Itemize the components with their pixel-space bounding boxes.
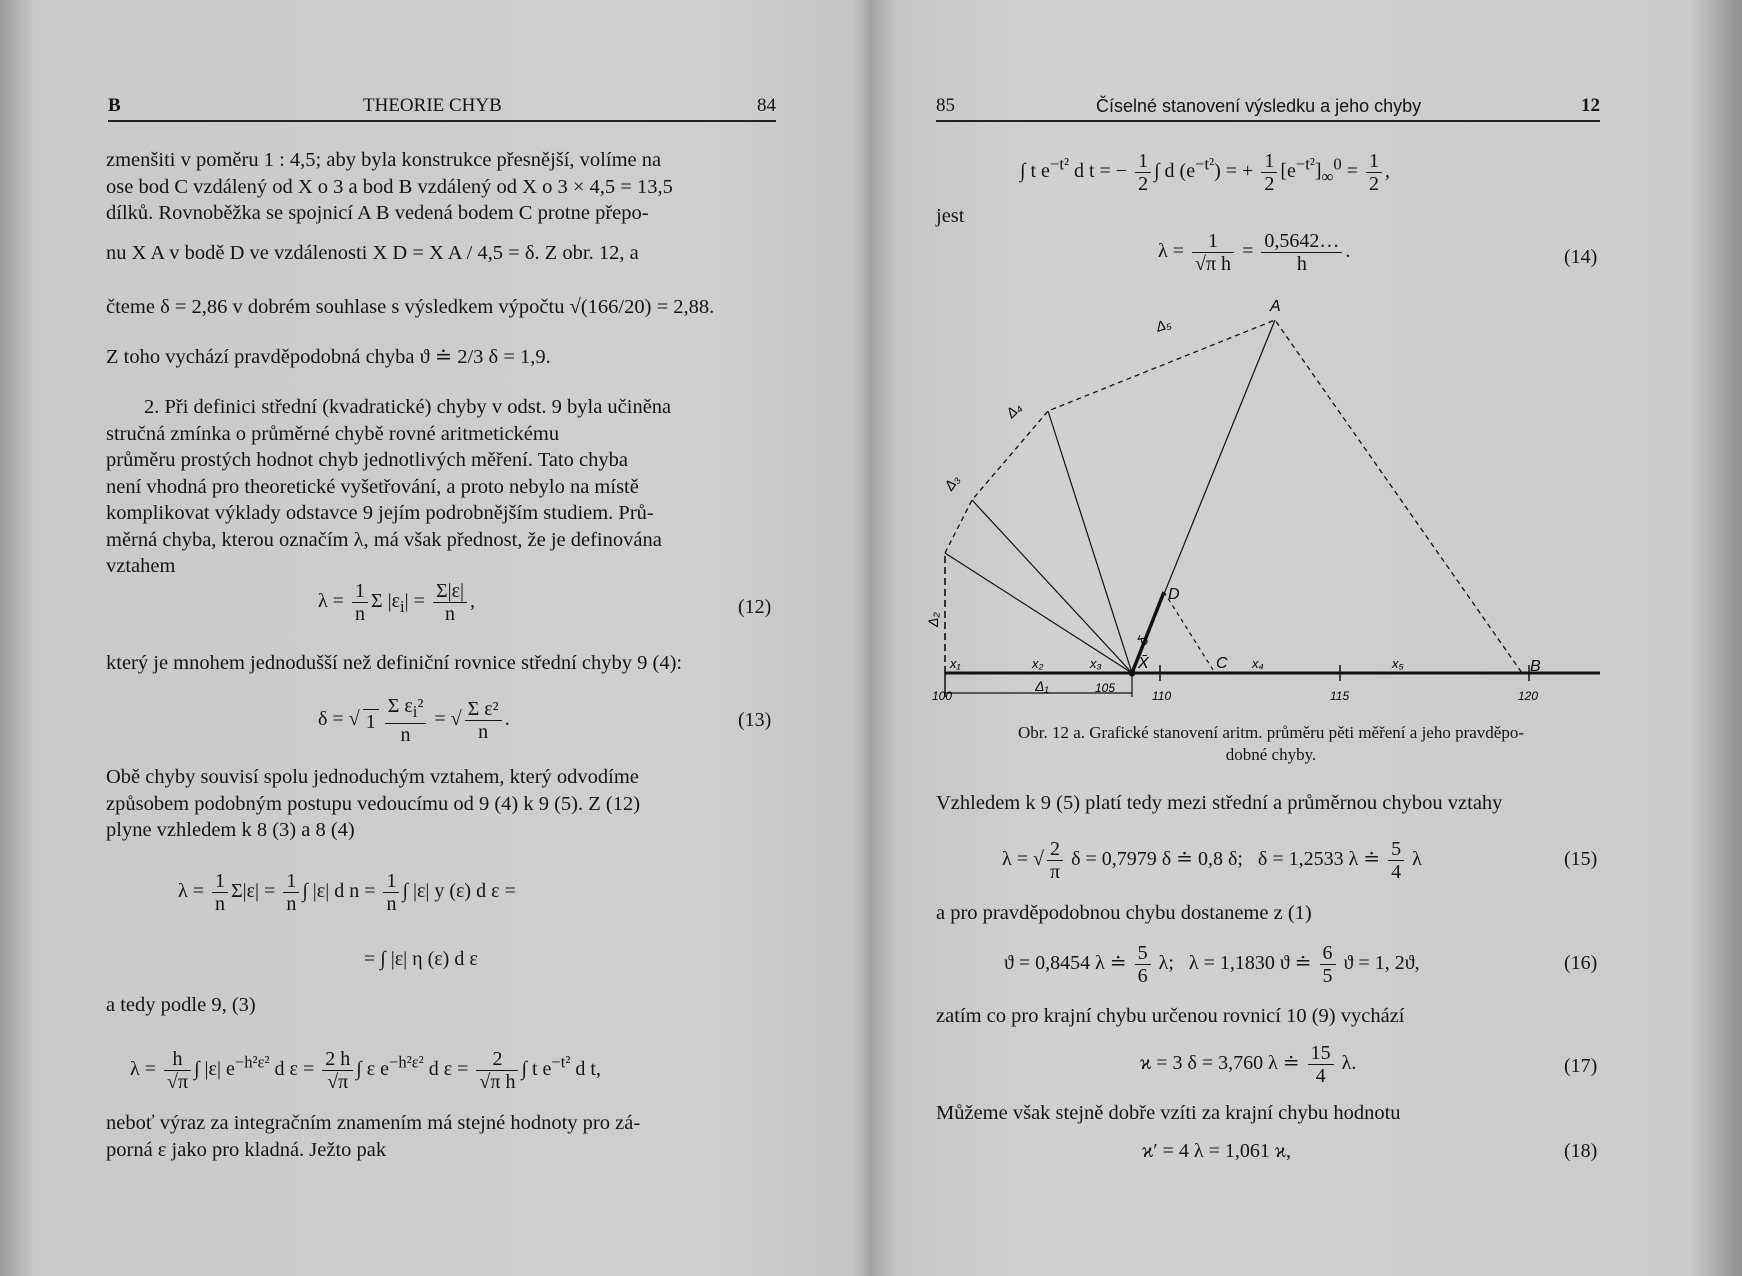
- tick-label: 115: [1330, 689, 1350, 703]
- section-number: 12: [1581, 95, 1600, 116]
- text-line: neboť výraz za integračním znamením má stejné hodnoty pro zá-: [106, 1112, 641, 1134]
- equation-integral-2: = ∫ |ε| η (ε) d ε: [364, 948, 478, 970]
- equation-16: ϑ = 0,8454 λ ≐ $\frac{5}{6}$ λ; λ = 1,1830 ϑ ≐ $\frac{6}{5}$ ϑ = 1, 2ϑ,: [1004, 942, 1420, 987]
- equation-number: (13): [738, 709, 772, 731]
- label-x2: x₂: [1032, 656, 1044, 671]
- text-line: porná ε jako pro kladná. Ježto pak: [106, 1138, 387, 1161]
- paragraph-2: [106, 394, 776, 580]
- equation-18: ϰ′ = 4 λ = 1,061 ϰ,: [1142, 1140, 1292, 1162]
- equation-integral-3: λ = $\frac{h}{√\pi}$ ∫ |ε| $e^{-h^2\varepsilon^2}$ d ε = $\frac{2 h}{√\pi}$ ∫ ε $e^{-h^2\varepsilon^2}$ d ε = $\frac{2}{\text{√π h}}$ ∫ t $e^{-t^2}$ d t,: [130, 1048, 601, 1093]
- equation-number: (16): [1564, 952, 1598, 974]
- delta-chain: [945, 320, 1522, 673]
- label-delta5: Δ₅: [1153, 314, 1173, 335]
- running-title: Číselné stanovení výsledku a jeho chyby: [1096, 96, 1422, 116]
- equation-number: (15): [1564, 848, 1598, 870]
- caption-line: Obr. 12 a. Grafické stanovení aritm. průměru pěti měření a jeho pravděpo-: [1017, 723, 1525, 742]
- equation-number: (18): [1564, 1140, 1598, 1162]
- label-x5: x₅: [1392, 656, 1404, 671]
- text-line: čteme δ = 2,86 v dobrém souhlase s výsledkem výpočtu √(166/20) = 2,88.: [106, 296, 715, 318]
- text-line: plyne vzhledem k 8 (3) a 8 (4): [106, 819, 355, 841]
- text-line: a tedy podle 9, (3): [106, 994, 256, 1016]
- page-number: 85: [936, 95, 955, 116]
- tick-label: 110: [1152, 689, 1172, 703]
- label-b: B: [1530, 658, 1541, 675]
- text-line: není vhodná pro theoretické vyšetřování, a proto nebylo na místě: [106, 475, 639, 498]
- text-line: nu X A v bodě D ve vzdálenosti X D = X A / 4,5 = δ. Z obr. 12, a: [106, 242, 639, 264]
- text-line: stručná zmínka o průměrné chybě rovné aritmetickému: [106, 422, 560, 445]
- text-line: Můžeme však stejně dobře vzíti za krajní chybu hodnotu: [936, 1102, 1401, 1124]
- equation-number: (14): [1564, 246, 1598, 268]
- tick-label: 100: [932, 689, 953, 703]
- equation-integral-1: λ = $\frac{1}{n}$ Σ|ε| = $\frac{1}{n}$ ∫ |ε| d n = $\frac{1}{n}$ ∫ |ε| y (ε) d ε =: [178, 870, 516, 915]
- text-line: a pro pravděpodobnou chybu dostaneme z (1): [936, 902, 1312, 924]
- page-85: [880, 0, 1742, 1276]
- word-jest: jest: [936, 205, 965, 227]
- equation-number: (12): [738, 596, 772, 618]
- label-delta3: Δ₃: [940, 471, 963, 494]
- equation-14: λ = $\frac{1}{\text{√π h}}$ = $\frac{0,5642\dots}{h}$ .: [1158, 230, 1351, 275]
- label-c: C: [1216, 655, 1228, 672]
- equation-number: (17): [1564, 1055, 1598, 1077]
- label-delta1: Δ₁: [1035, 678, 1049, 694]
- text-line: 2. Při definici střední (kvadratické) chyby v odst. 9 byla učiněna: [144, 396, 672, 418]
- equation-12: λ = $\frac{1}{n}$ Σ $|\varepsilon_i|$ = $\frac{\Sigma|\varepsilon|}{n}$ ,: [318, 580, 476, 625]
- equation-17: ϰ = 3 δ = 3,760 λ ≐ $\frac{15}{4}$ λ.: [1140, 1042, 1357, 1087]
- text-line: měrná chyba, kterou označím λ, má však přednost, že je definována: [106, 528, 662, 551]
- paragraph-3: [106, 764, 776, 844]
- text-line: způsobem podobným postupu vedoucímu od 9 (4) k 9 (5). Z (12): [106, 792, 641, 815]
- paragraph-1: [106, 147, 776, 227]
- equation-15: λ = √ $\frac{2}{\pi}$ δ = 0,7979 δ ≐ 0,8 δ; δ = 1,2533 λ ≐ $\frac{5}{4}$ λ: [1002, 838, 1422, 883]
- running-title: THEORIE CHYB: [363, 95, 502, 116]
- label-105: 105: [1095, 681, 1116, 695]
- label-xbar: X̄: [1138, 655, 1149, 672]
- label-x4: x₄: [1252, 656, 1264, 671]
- equation-value: 0,5642…: [1261, 230, 1342, 253]
- section-letter: B: [108, 95, 121, 116]
- label-x1: x₁: [950, 656, 961, 671]
- page-number: 84: [757, 95, 776, 116]
- label-x3: x₃: [1090, 656, 1102, 671]
- tick-label: 120: [1518, 689, 1539, 703]
- last-paragraph: [106, 1110, 776, 1163]
- page-84: [0, 0, 860, 1276]
- equation-13: δ = √ 1 $\frac{\Sigma \varepsilon_i^2}{n}$ = √ $\frac{\text{Σ ε²}}{n}$ .: [318, 695, 510, 746]
- parallel-line: [1164, 592, 1215, 673]
- figure-caption: [940, 722, 1602, 766]
- text-line: zatím co pro krajní chybu určenou rovnicí 10 (9) vychází: [936, 1005, 1405, 1027]
- page-header-left: [108, 88, 776, 122]
- text-line: Obě chyby souvisí spolu jednoduchým vztahem, který odvodíme: [106, 766, 639, 788]
- text-line: ose bod C vzdálený od X o 3 a bod B vzdálený od X o 3 × 4,5 = 13,5: [106, 175, 673, 198]
- text-line: zmenšiti v poměru 1 : 4,5; aby byla konstrukce přesnější, volíme na: [106, 149, 662, 171]
- text-line: který je mnohem jednodušší než definiční rovnice střední chyby 9 (4):: [106, 652, 683, 674]
- rays: [945, 320, 1275, 673]
- label-delta: δ: [1133, 634, 1152, 648]
- equation-integral-t: ∫ t $e^{-t^2}$ d t = − $\frac{1}{2}$ ∫ d $(e^{-t^2})$ = + $\frac{1}{2}$ $[e^{-t^2}]_\infty^0$ = $\frac{1}{2}$ ,: [1020, 150, 1391, 195]
- text-line: vztahem: [106, 555, 176, 577]
- text-line: Vzhledem k 9 (5) platí tedy mezi střední a průměrnou chybou vztahy: [936, 792, 1503, 814]
- text-line: průměru prostých hodnot chyb jednotlivých měření. Tato chyba: [106, 449, 628, 471]
- point-xbar: [1129, 670, 1136, 677]
- label-delta4: Δ₄: [1002, 399, 1025, 422]
- text-line: komplikovat výklady odstavce 9 jejím podrobnějším studiem. Prů-: [106, 502, 654, 524]
- caption-line: dobné chyby.: [1225, 745, 1317, 764]
- text-line: dílků. Rovnoběžka se spojnicí A B vedená bodem C protne přepo-: [106, 202, 649, 224]
- label-a: A: [1270, 298, 1281, 315]
- page-header-right: [936, 88, 1600, 122]
- label-d: D: [1168, 586, 1180, 603]
- figure-12a: [925, 295, 1600, 715]
- text-line: Z toho vychází pravděpodobná chyba ϑ ≐ 2/3 δ = 1,9.: [106, 346, 551, 368]
- label-delta2: Δ₂: [925, 612, 941, 627]
